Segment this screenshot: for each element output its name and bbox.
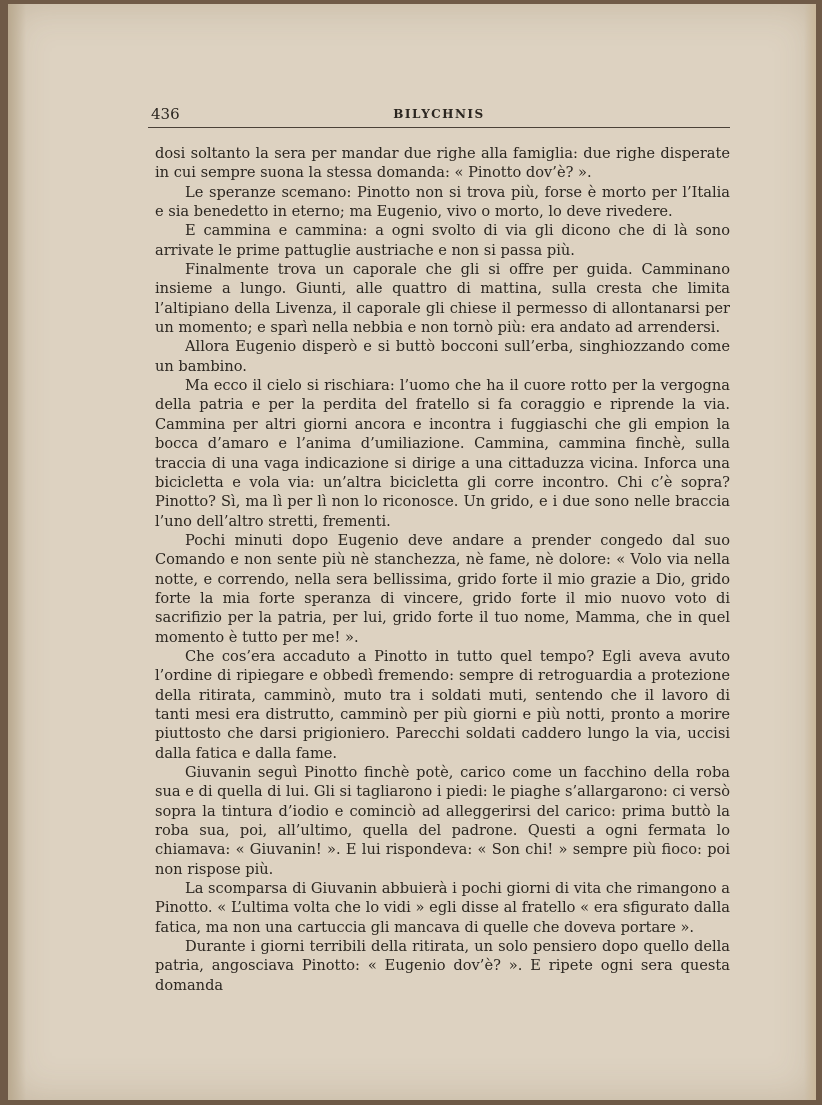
header-rule [148,127,730,128]
body-text [155,144,730,995]
paragraph: Finalmente trova un caporale che gli si offre per guida. Camminano insieme a lungo. Giunti, alle quattro di mattina, sulla cresta che limita l’altipiano della Livenza, il caporale gli chiese il permesso di allontanarsi per un momento; e sparì nella nebbia e non tornò più: era andato ad arrendersi. [155,261,730,337]
running-title: BILYCHNIS [393,107,485,121]
paragraph: Le speranze scemano: Pinotto non si trova più, forse è morto per l’Italia e sia benedetto in eterno; ma Eugenio, vivo o morto, lo deve rivedere. [155,183,730,221]
paragraph: Che cos’era accaduto a Pinotto in tutto quel tempo? Egli aveva avuto l’ordine di ripiegare e obbedì fremendo: sempre di retroguardia a protezione della ritirata, camminò, muto tra i soldati muti, sentendo che il lavoro di tanti mesi era distrutto, camminò per più giorni e più notti, pronto a morire piuttosto che darsi prigioniero. Parecchi soldati caddero lungo la via, uccisi dalla fatica e dalla fame. [155,647,730,762]
paragraph: Giuvanin seguì Pinotto finchè potè, carico come un facchino della roba sua e di quella di lui. Gli si tagliarono i piedi: le piaghe s’allargarono: ci versò sopra la tintura d’iodio e cominciò ad alleggerirsi del carico: prima buttò la roba sua, poi, all’ultimo, quella del padrone. Questi a ogni fermata lo chiamava: « Giuvanin! ». E lui rispondeva: « Son chi! » sempre più fioco: poi non rispose più. [155,764,731,878]
paragraph: Durante i giorni terribili della ritirata, un solo pensiero dopo quello della patria, angosciava Pinotto: « Eugenio dov’è? ». E ripete ogni sera questa domanda [155,938,730,994]
paragraph: E cammina e cammina: a ogni svolto di via gli dicono che di là sono arrivate le prime pattuglie austriache e non si passa più. [155,222,730,259]
page-header [148,103,730,125]
page-number: 436 [151,105,180,123]
paragraph: Allora Eugenio disperò e si buttò bocconi sull’erba, singhiozzando come un bambino. [155,338,730,375]
book-page [8,4,816,1100]
page-edge [804,4,816,1100]
paragraph: Ma ecco il cielo si rischiara: l’uomo che ha il cuore rotto per la vergogna della patria e per la perdita del fratello si fa coraggio e riprende la via. Cammina per altri giorni ancora e incontra i fuggiaschi che gli empion la bocca d’amaro e l’anima d’umiliazione. Cammina, cammina finchè, sulla traccia di una vaga indicazione si dirige a una cittaduzza vicina. Inforca una bicicletta e vola via: un’altra bicicletta gli corre incontro. Chi c’è sopra? Pinotto? Sì, ma lì per lì non lo riconosce. Un grido, e i due sono nelle braccia l’uno dell’altro stretti, frementi. [155,377,730,530]
paragraph: Pochi minuti dopo Eugenio deve andare a prender congedo dal suo Comando e non sente più nè stanchezza, nè fame, nè dolore: « Volo via nella notte, e correndo, nella sera bellissima, grido forte il mio grazie a Dio, grido forte la mia forte speranza di vincere, grido forte il mio nuovo voto di sacrifizio per la patria, per lui, grido forte il tuo nome, Mamma, che in quel momento è tutto per me! ». [155,531,730,646]
paragraph: La scomparsa di Giuvanin abbuierà i pochi giorni di vita che rimangono a Pinotto. « L’ultima volta che lo vidi » egli disse al fratello « era sfigurato dalla fatica, ma non una cartuccia gli mancava di quelle che doveva portare ». [155,880,730,936]
paragraph: dosi soltanto la sera per mandar due righe alla famiglia: due righe disperate in cui sempre suona la stessa domanda: « Pinotto dov’è? ». [155,145,730,182]
page-spine-shadow [8,4,26,1100]
